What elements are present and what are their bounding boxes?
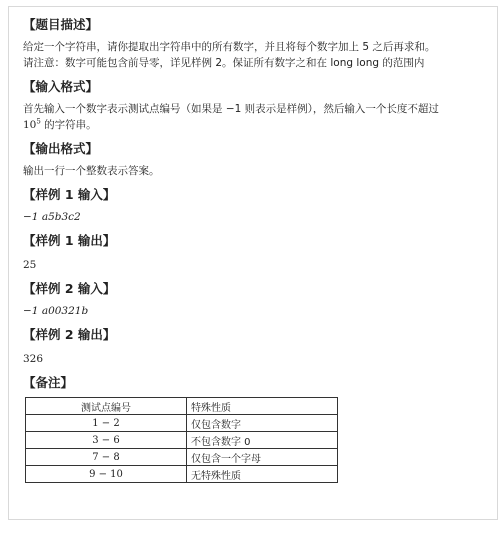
description-line-2: 请注意：数字可能包含前导零，详见样例 2。保证所有数字之和在 long long 的范围内 [23, 57, 425, 69]
sample-1-output-value: 25 [23, 259, 37, 271]
output-format-heading: 【输出格式】 [23, 141, 99, 156]
table-cell-test-range: 3 − 6 [26, 432, 187, 449]
table-row [26, 432, 338, 449]
sample-2-output-heading: 【样例 2 输出】 [23, 327, 116, 342]
table-header-property: 特殊性质 [187, 398, 338, 415]
input-format-line-2-text: 的字符串。 [40, 119, 97, 131]
table-row [26, 466, 338, 483]
input-format-line-2 [23, 117, 497, 133]
sample-1-input-value: −1 a5b3c2 [23, 211, 81, 223]
output-format-line: 输出一行一个整数表示答案。 [23, 165, 160, 177]
notes-heading: 【备注】 [23, 375, 74, 390]
problem-statement [8, 6, 498, 520]
description-line-1: 给定一个字符串，请你提取出字符串中的所有数字，并且将每个数字加上 5 之后再求和。 [23, 41, 436, 53]
sample-1-input-heading: 【样例 1 输入】 [23, 187, 116, 202]
table-cell-property: 不包含数字 0 [187, 432, 338, 449]
table-row [26, 449, 338, 466]
table-cell-property: 无特殊性质 [187, 466, 338, 483]
table-cell-test-range: 9 − 10 [26, 466, 187, 483]
table-header-test-id: 测试点编号 [26, 398, 187, 415]
input-format-heading: 【输入格式】 [23, 79, 99, 94]
description-heading: 【题目描述】 [23, 17, 99, 32]
sample-2-input-heading: 【样例 2 输入】 [23, 281, 116, 296]
table-cell-test-range: 7 − 8 [26, 449, 187, 466]
table-cell-property: 仅包含数字 [187, 415, 338, 432]
length-limit-exponent: 5 [36, 117, 41, 126]
table-cell-test-range: 1 − 2 [26, 415, 187, 432]
input-format-line-1: 首先输入一个数字表示测试点编号（如果是 −1 则表示是样例），然后输入一个长度不超过 [23, 103, 439, 115]
length-limit-base: 10 [23, 119, 37, 131]
table-row [26, 415, 338, 432]
sample-1-output-heading: 【样例 1 输出】 [23, 233, 116, 248]
subtask-table [25, 397, 338, 483]
table-cell-property: 仅包含一个字母 [187, 449, 338, 466]
sample-2-output-value: 326 [23, 353, 44, 365]
sample-2-input-value: −1 a00321b [23, 305, 89, 317]
table-header-row [26, 398, 338, 415]
